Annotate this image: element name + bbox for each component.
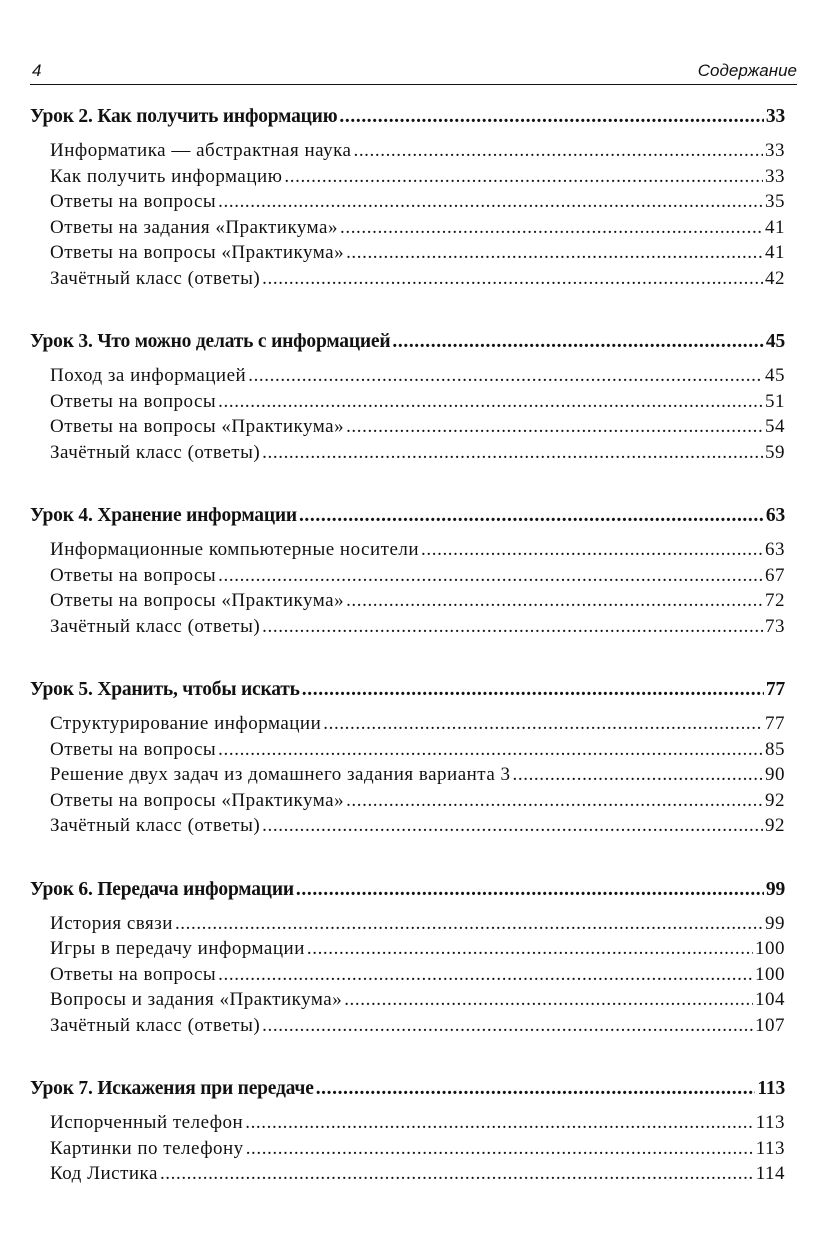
entry-page-number: 77 [765, 713, 785, 734]
entry-title: Решение двух задач из домашнего задания варианта 3 [50, 764, 511, 785]
dot-leader [218, 191, 763, 213]
entry-title: Картинки по телефону [50, 1137, 244, 1159]
lesson-title: Урок 4. Хранение информации [30, 505, 297, 526]
toc-section [30, 331, 785, 467]
toc-entry[interactable] [30, 590, 785, 616]
entry-title: Структурирование информации [50, 713, 322, 734]
toc-entry[interactable] [30, 539, 785, 565]
entry-page-number: 85 [765, 738, 785, 760]
section-spacer [30, 641, 785, 679]
lesson-page-number: 45 [765, 331, 785, 352]
toc-entry[interactable] [30, 242, 785, 268]
dot-leader [353, 140, 763, 162]
entry-title: Ответы на вопросы «Практикума» [50, 416, 345, 437]
table-of-contents [30, 106, 785, 1189]
entry-title: Зачётный класс (ответы) [50, 815, 261, 836]
toc-section [30, 679, 785, 841]
toc-entry[interactable] [30, 442, 785, 468]
entry-page-number: 72 [765, 590, 785, 611]
entry-title: Ответы на вопросы [50, 963, 217, 985]
lesson-title: Урок 7. Искажения при передаче [30, 1078, 314, 1099]
dot-leader [307, 938, 753, 960]
dot-leader [296, 879, 764, 901]
dot-leader [346, 790, 763, 812]
page-header [30, 60, 797, 85]
dot-leader [421, 539, 763, 561]
toc-lesson-heading[interactable] [30, 106, 785, 134]
lesson-page-number: 77 [765, 679, 785, 700]
entry-page-number: 104 [755, 989, 785, 1010]
dot-leader [284, 166, 763, 188]
toc-entry[interactable] [30, 1138, 785, 1164]
entry-title: Испорченный телефон [50, 1112, 244, 1133]
entry-page-number: 114 [755, 1163, 785, 1184]
toc-lesson-heading[interactable] [30, 505, 785, 533]
entry-page-number: 45 [765, 365, 785, 386]
entry-page-number: 41 [765, 242, 785, 263]
dot-leader [262, 442, 763, 464]
entry-page-number: 33 [765, 140, 785, 161]
dot-leader [160, 1163, 754, 1185]
lesson-page-number: 113 [757, 1078, 785, 1099]
toc-section [30, 106, 785, 293]
entry-title: Ответы на вопросы [50, 564, 217, 586]
entry-title: Информатика — абстрактная наука [50, 140, 352, 161]
entry-page-number: 107 [755, 1014, 785, 1036]
dot-leader [245, 1112, 753, 1134]
entry-title: Ответы на вопросы «Практикума» [50, 789, 345, 811]
entry-page-number: 51 [765, 390, 785, 412]
entry-title: Ответы на вопросы «Практикума» [50, 242, 345, 263]
entry-page-number: 113 [755, 1112, 785, 1133]
toc-entry[interactable] [30, 1015, 785, 1041]
toc-entry[interactable] [30, 391, 785, 417]
toc-entry[interactable] [30, 938, 785, 964]
dot-leader [218, 565, 763, 587]
toc-lesson-heading[interactable] [30, 679, 785, 707]
toc-entry[interactable] [30, 739, 785, 765]
entry-title: Зачётный класс (ответы) [50, 615, 261, 637]
entry-page-number: 42 [765, 267, 785, 289]
dot-leader [302, 679, 764, 701]
entry-title: Игры в передачу информации [50, 938, 305, 959]
toc-entry[interactable] [30, 790, 785, 816]
toc-entry[interactable] [30, 1112, 785, 1138]
toc-entry[interactable] [30, 815, 785, 841]
toc-section [30, 1078, 785, 1189]
toc-entry[interactable] [30, 416, 785, 442]
entry-title: Ответы на вопросы [50, 738, 217, 760]
entry-page-number: 73 [765, 615, 785, 637]
toc-entry[interactable] [30, 989, 785, 1015]
entry-title: Как получить информацию [50, 165, 283, 187]
toc-entry[interactable] [30, 565, 785, 591]
dot-leader [344, 989, 753, 1011]
toc-entry[interactable] [30, 713, 785, 739]
entry-page-number: 100 [755, 938, 785, 959]
toc-entry[interactable] [30, 268, 785, 294]
toc-lesson-heading[interactable] [30, 879, 785, 907]
entry-page-number: 33 [765, 165, 785, 187]
dot-leader [346, 242, 763, 264]
entry-page-number: 99 [765, 912, 785, 934]
dot-leader [262, 616, 763, 638]
entry-title: Зачётный класс (ответы) [50, 1014, 261, 1036]
dot-leader [248, 365, 763, 387]
entry-page-number: 67 [765, 564, 785, 586]
entry-page-number: 90 [765, 764, 785, 785]
dot-leader [346, 590, 763, 612]
dot-leader [246, 1138, 754, 1160]
toc-entry[interactable] [30, 1163, 785, 1189]
dot-leader [218, 391, 763, 413]
running-title: Содержание [697, 61, 797, 80]
lesson-page-number: 99 [765, 878, 785, 900]
lesson-title: Урок 6. Передача информации [30, 878, 294, 900]
dot-leader [340, 217, 763, 239]
entry-page-number: 54 [765, 416, 785, 437]
section-spacer [30, 293, 785, 331]
entry-title: Код Листика [50, 1163, 158, 1184]
entry-title: Ответы на задания «Практикума» [50, 216, 338, 238]
toc-entry[interactable] [30, 166, 785, 192]
dot-leader [316, 1078, 756, 1100]
dot-leader [175, 913, 763, 935]
entry-title: Ответы на вопросы [50, 191, 217, 212]
entry-page-number: 100 [755, 963, 785, 985]
page-number: 4 [32, 61, 42, 80]
lesson-page-number: 63 [765, 505, 785, 526]
entry-page-number: 113 [755, 1137, 785, 1159]
dot-leader [218, 964, 753, 986]
dot-leader [262, 1015, 753, 1037]
toc-entry[interactable] [30, 140, 785, 166]
dot-leader [262, 268, 763, 290]
entry-title: Информационные компьютерные носители [50, 539, 420, 560]
dot-leader [323, 713, 763, 735]
entry-page-number: 59 [765, 441, 785, 463]
toc-entry[interactable] [30, 217, 785, 243]
dot-leader [513, 764, 763, 786]
entry-title: Зачётный класс (ответы) [50, 267, 261, 289]
toc-entry[interactable] [30, 964, 785, 990]
dot-leader [218, 739, 763, 761]
entry-title: Ответы на вопросы «Практикума» [50, 590, 345, 611]
dot-leader [339, 106, 763, 128]
entry-title: Зачётный класс (ответы) [50, 441, 261, 463]
toc-lesson-heading[interactable] [30, 331, 785, 359]
toc-entry[interactable] [30, 913, 785, 939]
toc-entry[interactable] [30, 764, 785, 790]
lesson-title: Урок 2. Как получить информацию [30, 106, 338, 127]
lesson-page-number: 33 [765, 106, 785, 127]
toc-entry[interactable] [30, 191, 785, 217]
dot-leader [346, 416, 763, 438]
entry-page-number: 63 [765, 539, 785, 560]
dot-leader [392, 331, 764, 353]
dot-leader [262, 815, 763, 837]
section-spacer [30, 467, 785, 505]
entry-title: Поход за информацией [50, 365, 247, 386]
section-spacer [30, 1040, 785, 1078]
toc-entry[interactable] [30, 616, 785, 642]
dot-leader [299, 505, 764, 527]
entry-page-number: 92 [765, 789, 785, 811]
lesson-title: Урок 5. Хранить, чтобы искать [30, 679, 300, 700]
entry-page-number: 35 [765, 191, 785, 212]
lesson-title: Урок 3. Что можно делать с информацией [30, 331, 391, 352]
toc-entry[interactable] [30, 365, 785, 391]
entry-page-number: 41 [765, 216, 785, 238]
entry-page-number: 92 [765, 815, 785, 836]
toc-section [30, 879, 785, 1041]
toc-section [30, 505, 785, 641]
entry-title: История связи [50, 912, 173, 934]
toc-lesson-heading[interactable] [30, 1078, 785, 1106]
entry-title: Вопросы и задания «Практикума» [50, 989, 343, 1010]
section-spacer [30, 841, 785, 879]
entry-title: Ответы на вопросы [50, 390, 217, 412]
